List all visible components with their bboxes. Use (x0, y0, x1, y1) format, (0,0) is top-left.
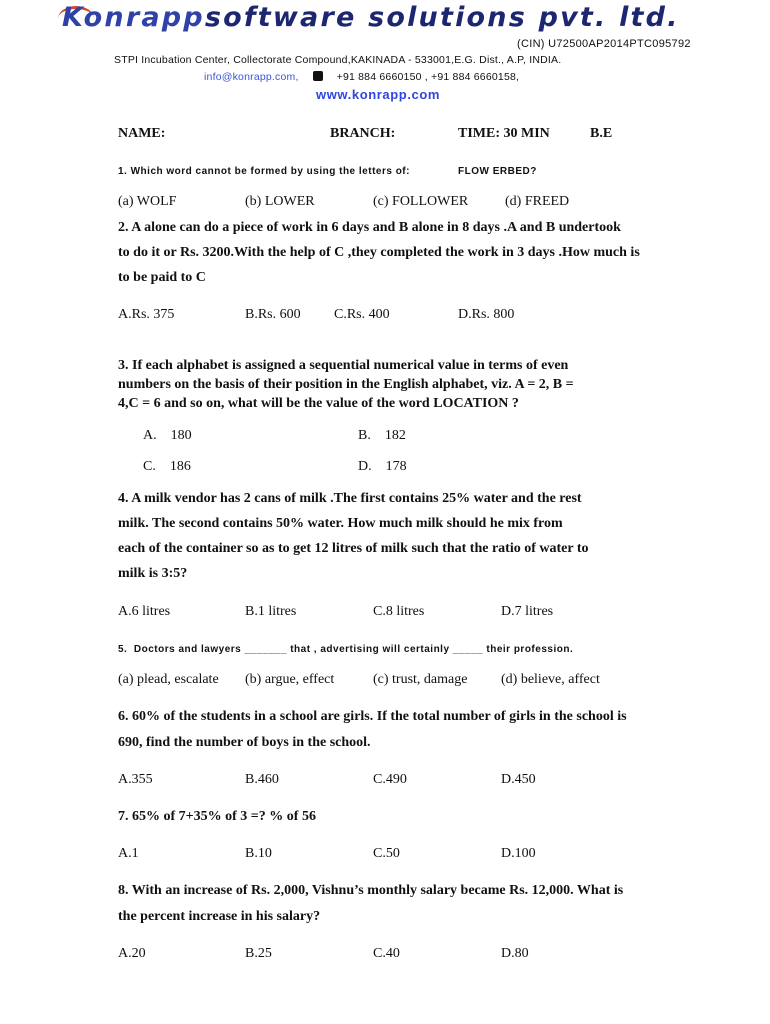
question-8-option-a: A.20 (118, 946, 146, 961)
company-address: STPI Incubation Center, Collectorate Compound,KAKINADA - 533001,E.G. Dist., A.P, INDIA. (114, 54, 562, 66)
question-6-option-c: C.490 (373, 772, 407, 787)
question-1-option-c: (c) FOLLOWER (373, 194, 469, 209)
time-label: TIME: 30 MIN (458, 126, 550, 141)
email-link[interactable]: info@konrapp.com, (204, 71, 299, 83)
question-4-option-c: C.8 litres (373, 604, 425, 619)
question-6-option-a: A.355 (118, 772, 153, 787)
question-4-line-2: milk. The second contains 50% water. How much milk should he mix from (118, 516, 563, 531)
question-4-line-4: milk is 3:5? (118, 566, 188, 581)
question-4-line-3: each of the container so as to get 12 litres of milk such that the ratio of water to (118, 541, 589, 556)
question-5-text: 5. Doctors and lawyers _______ that , advertising will certainly _____ their profession. (118, 644, 574, 655)
question-4-option-d: D.7 litres (501, 604, 554, 619)
question-5-option-b: (b) argue, effect (245, 672, 335, 687)
question-1-option-b: (b) LOWER (245, 194, 315, 209)
question-2-line-1: 2. A alone can do a piece of work in 6 days and B alone in 8 days .A and B undertook (118, 220, 621, 235)
phone-numbers: +91 884 6660150 , +91 884 6660158, (336, 71, 520, 83)
question-5-option-a: (a) plead, escalate (118, 672, 219, 687)
question-5-option-c: (c) trust, damage (373, 672, 468, 687)
question-3-line-3: 4,C = 6 and so on, what will be the value of the word LOCATION ? (118, 396, 519, 411)
question-4-line-1: 4. A milk vendor has 2 cans of milk .The first contains 25% water and the rest (118, 491, 582, 506)
question-8-option-b: B.25 (245, 946, 272, 961)
question-2-line-3: to be paid to C (118, 270, 206, 285)
question-5-option-d: (d) believe, affect (501, 672, 600, 687)
question-7-option-a: A.1 (118, 846, 139, 861)
question-8-line-2: the percent increase in his salary? (118, 909, 321, 924)
question-4-option-b: B.1 litres (245, 604, 297, 619)
name-label: NAME: (118, 126, 166, 141)
branch-label: BRANCH: (330, 126, 396, 141)
question-7-option-d: D.100 (501, 846, 536, 861)
question-1-option-d: (d) FREED (505, 194, 570, 209)
question-3-option-b: B. 182 (358, 428, 406, 443)
question-7-text: 7. 65% of 7+35% of 3 =? % of 56 (118, 809, 316, 824)
question-7-option-b: B.10 (245, 846, 272, 861)
question-6-line-1: 6. 60% of the students in a school are girls. If the total number of girls in the school is (118, 709, 627, 724)
question-3-option-a: A. 180 (143, 428, 192, 443)
question-8-option-d: D.80 (501, 946, 529, 961)
question-1-text: 1. Which word cannot be formed by using the letters of: (118, 166, 410, 177)
logo-brand: Konrapp (62, 2, 205, 33)
question-1-word: FLOW ERBED? (458, 166, 537, 177)
question-6-line-2: 690, find the number of boys in the school. (118, 735, 371, 750)
question-2-option-a: A.Rs. 375 (118, 307, 175, 322)
contact-line (204, 71, 519, 83)
question-3-option-c: C. 186 (143, 459, 191, 474)
question-2-option-b: B.Rs. 600 (245, 307, 301, 322)
question-2-option-d: D.Rs. 800 (458, 307, 515, 322)
question-6-option-d: D.450 (501, 772, 536, 787)
course-label: B.E (590, 126, 613, 141)
question-3-line-1: 3. If each alphabet is assigned a sequential numerical value in terms of even (118, 358, 569, 373)
question-2-line-2: to do it or Rs. 3200.With the help of C ,they completed the work in 3 days .How much is (118, 245, 640, 260)
phone-icon (313, 71, 323, 81)
question-8-option-c: C.40 (373, 946, 400, 961)
question-1-option-a: (a) WOLF (118, 194, 177, 209)
question-8-line-1: 8. With an increase of Rs. 2,000, Vishnu’s monthly salary became Rs. 12,000. What is (118, 883, 624, 898)
logo-tail: software solutions pvt. ltd. (204, 2, 680, 33)
website-link[interactable]: www.konrapp.com (316, 87, 441, 102)
company-logo (62, 2, 680, 33)
question-3-line-2: numbers on the basis of their position in the English alphabet, viz. A = 2, B = (118, 377, 574, 392)
question-6-option-b: B.460 (245, 772, 279, 787)
question-2-option-c: C.Rs. 400 (334, 307, 390, 322)
question-7-option-c: C.50 (373, 846, 400, 861)
question-4-option-a: A.6 litres (118, 604, 171, 619)
cin-number: (CIN) U72500AP2014PTC095792 (517, 38, 691, 50)
question-3-option-d: D. 178 (358, 459, 407, 474)
